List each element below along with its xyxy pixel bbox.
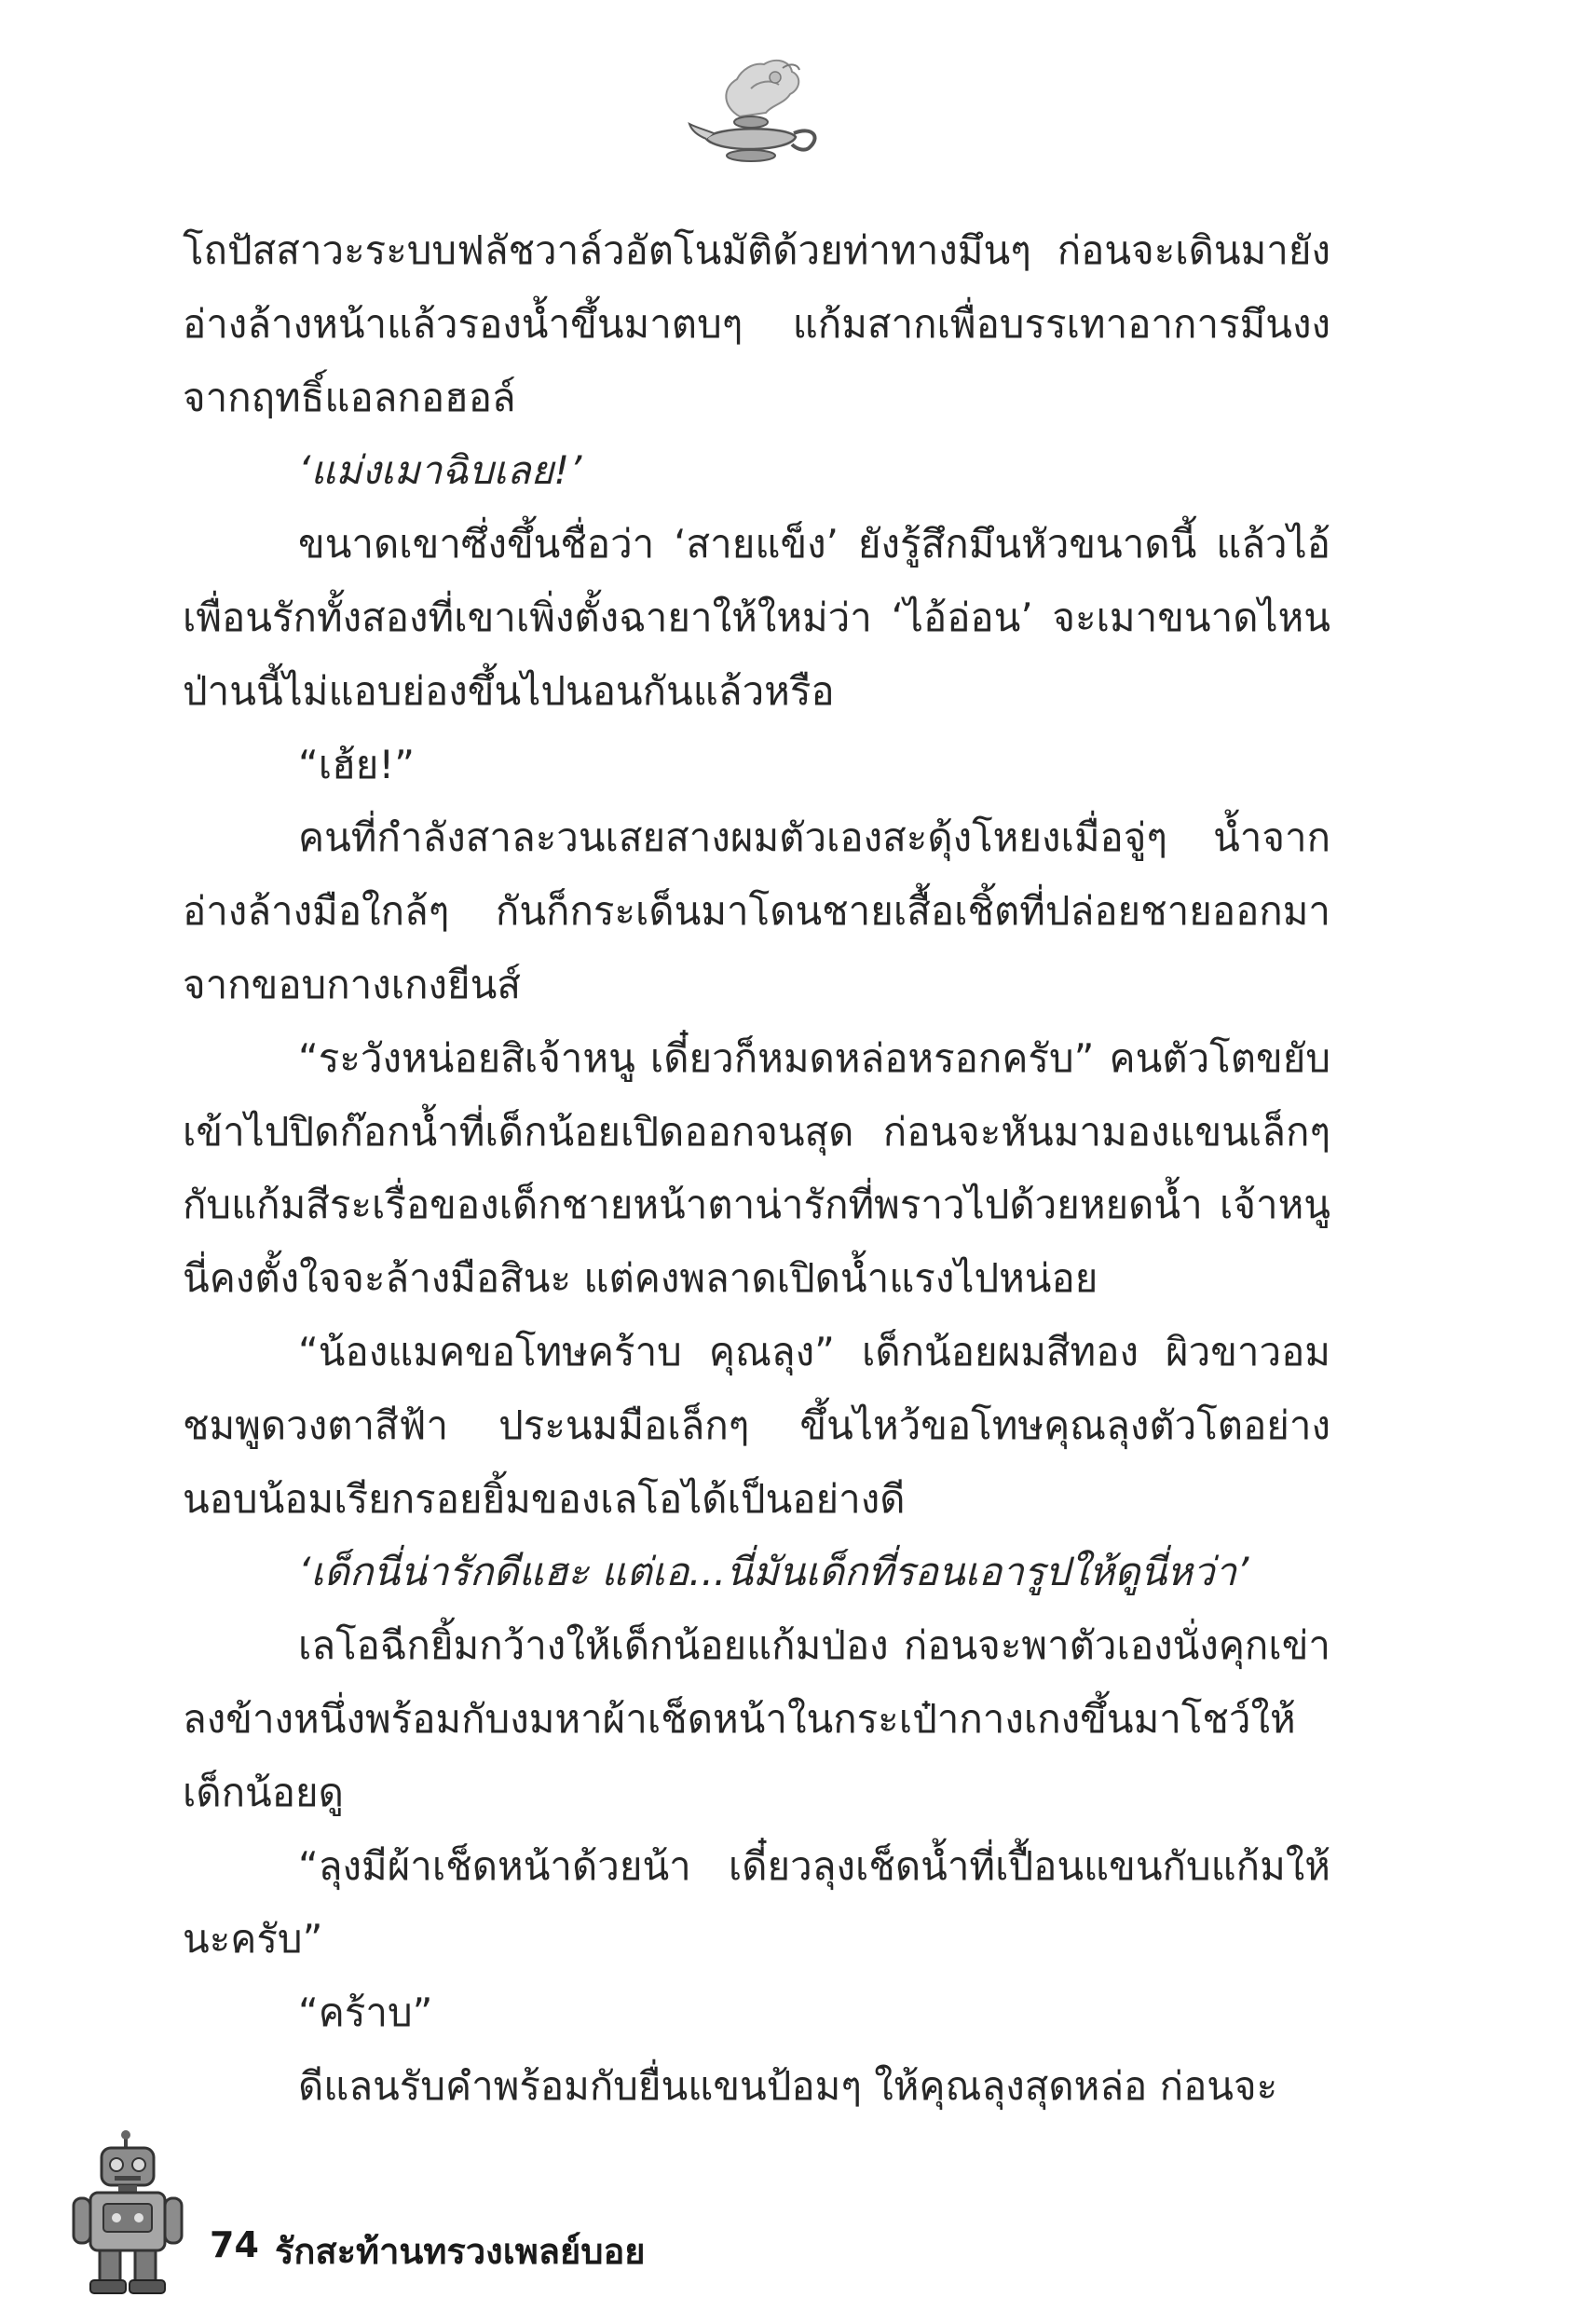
- paragraph: คนที่กำลังสาละวนเสยสางผมตัวเองสะดุ้งโหยงเมื่อจู่ๆ น้ำจากอ่างล้างมือใกล้ๆ กันก็กระเด็นมาโดนชายเสื้อเชิ้ตที่ปล่อยชายออกมาจากขอบกางเกงยีนส์: [183, 814, 1330, 1007]
- paragraph: “คร้าบ”: [298, 1990, 433, 2036]
- page-footer: [70, 2129, 815, 2297]
- paragraph: “ลุงมีผ้าเช็ดหน้าด้วยน้า เดี๋ยวลุงเช็ดน้ำที่เปื้อนแขนกับแก้มให้นะครับ”: [183, 1842, 1330, 1962]
- paragraph: เลโอฉีกยิ้มกว้างให้เด็กน้อยแก้มป่อง ก่อนจะพาตัวเองนั่งคุกเข่าลงข้างหนึ่งพร้อมกับงมหาผ้าเช็ดหน้าในกระเป๋ากางเกงขึ้นมาโชว์ให้เด็กน้อยดู: [183, 1622, 1330, 1815]
- robot-icon: [70, 2129, 210, 2297]
- paragraph: “ระวังหน่อยสิเจ้าหนู เดี๋ยวก็หมดหล่อหรอกครับ” คนตัวโตขยับเข้าไปปิดก๊อกน้ำที่เด็กน้อยเปิดออกจนสุด ก่อนจะหันมามองแขนเล็กๆ กับแก้มสีระเรื่อของเด็กชายหน้าตาน่ารักที่พราวไปด้วยหยดน้ำ เจ้าหนูนี่คงตั้งใจจะล้างมือสินะ แต่คงพลาดเปิดน้ำแรงไปหน่อย: [183, 1034, 1330, 1302]
- chapter-text: [183, 214, 1330, 2124]
- paragraph: “เฮ้ย!”: [298, 741, 415, 787]
- paragraph: “น้องแมคขอโทษคร้าบ คุณลุง” เด็กน้อยผมสีทอง ผิวขาวอมชมพูดวงตาสีฟ้า ประนมมือเล็กๆ ขึ้นไหว้ขอโทษคุณลุงตัวโตอย่างนอบน้อมเรียกรอยยิ้มของเลโอได้เป็นอย่างดี: [183, 1328, 1330, 1522]
- paragraph: ‘เด็กนี่น่ารักดีแฮะ แต่เอ...นี่มันเด็กที่รอนเอารูปให้ดูนี่หว่า’: [298, 1549, 1249, 1595]
- paragraph: ขนาดเขาซึ่งขึ้นชื่อว่า ‘สายแข็ง’ ยังรู้สึกมึนหัวขนาดนี้ แล้วไอ้เพื่อนรักทั้งสองที่เขาเพิ่งตั้งฉายาให้ใหม่ว่า ‘ไอ้อ่อน’ จะเมาขนาดไหน ป่านนี้ไม่แอบย่องขึ้นไปนอนกันแล้วหรือ: [183, 521, 1330, 714]
- book-title: รักสะท้านทรวงเพลย์บอย: [275, 2231, 646, 2272]
- genie-lamp-icon: [686, 51, 825, 168]
- page-number: 74: [210, 2224, 259, 2265]
- paragraph: ดีแลนรับคำพร้อมกับยื่นแขนป้อมๆ ให้คุณลุงสุดหล่อ ก่อนจะ: [298, 2062, 1278, 2109]
- paragraph: โถปัสสาวะระบบฟลัชวาล์วอัตโนมัติด้วยท่าทางมึนๆ ก่อนจะเดินมายังอ่างล้างหน้าแล้วรองน้ำขึ้นมาตบๆ แก้มสากเพื่อบรรเทาอาการมึนงงจากฤทธิ์แอลกอฮอล์: [183, 227, 1330, 420]
- paragraph: ‘แม่งเมาฉิบเลย!’: [298, 447, 582, 494]
